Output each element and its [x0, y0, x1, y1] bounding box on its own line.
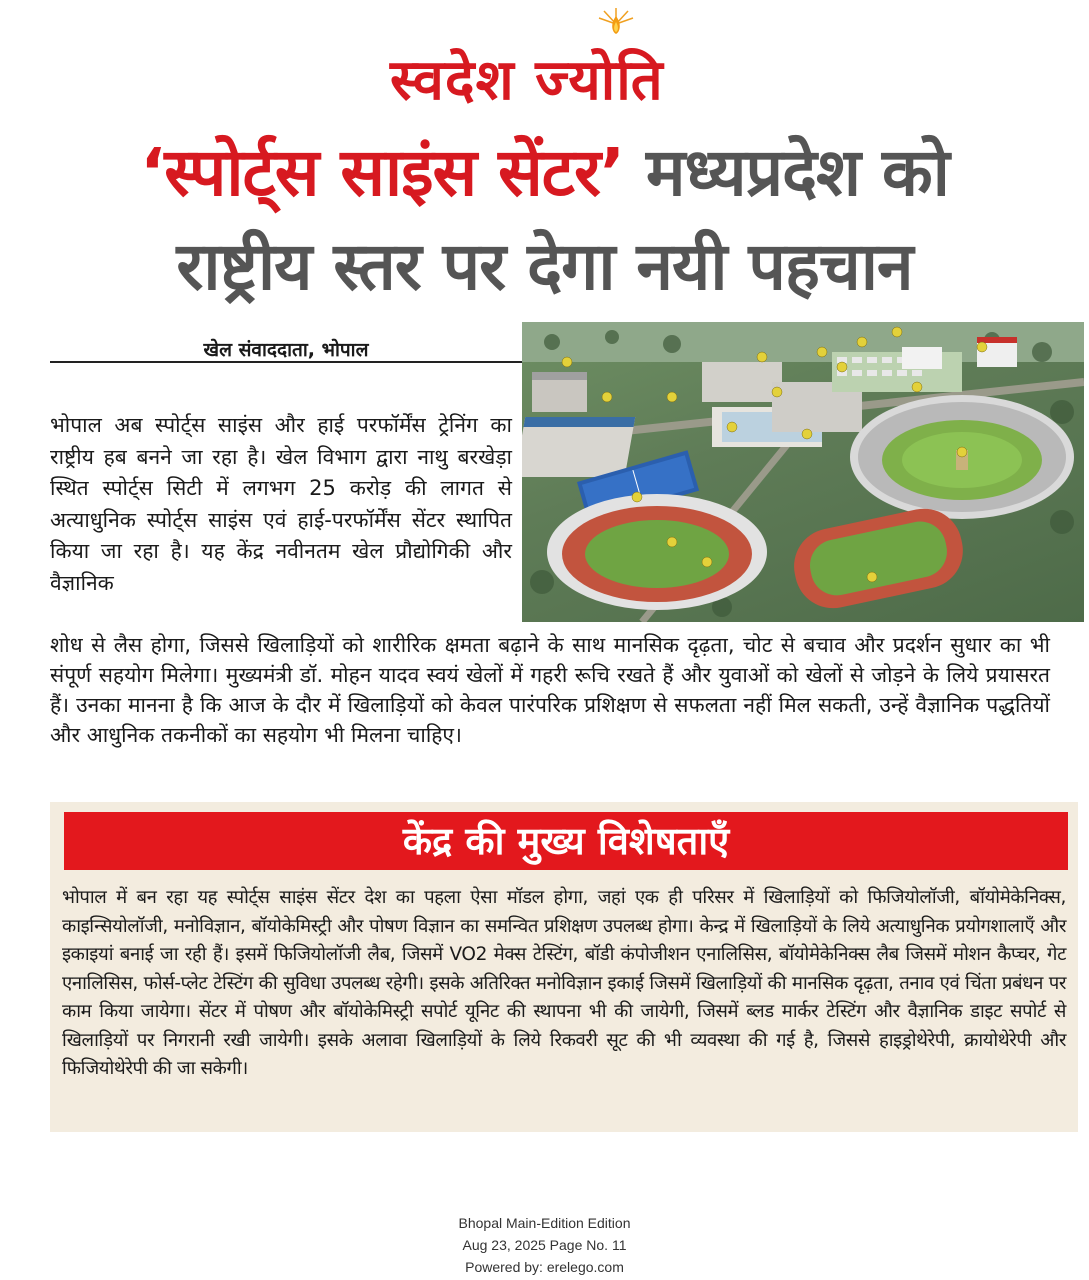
sports-city-rendering-image: [522, 322, 1084, 622]
date-page-label: Aug 23, 2025 Page No. 11: [462, 1237, 627, 1253]
newspaper-logo: स्वदेश ज्योति: [390, 47, 664, 113]
features-heading: केंद्र की मुख्य विशेषताएँ: [64, 812, 1068, 870]
masthead: [0, 0, 1089, 118]
byline-divider: [50, 361, 522, 363]
edition-label: Bhopal Main-Edition Edition: [458, 1215, 631, 1231]
features-text: भोपाल में बन रहा यह स्पोर्ट्स साइंस सेंटर देश का पहला ऐसा मॉडल होगा, जहां एक ही परिसर में खिलाड़ियों को फिजियोलॉजी, बॉयोमेकेनिक्स, काइन्सियोलॉजी, मनोविज्ञान, बॉयोकेमिस्ट्री और पोषण विज्ञान का समन्वित प्रशिक्षण उपलब्ध होगा। केन्द्र में खिलाड़ियों के लिये अत्याधुनिक प्रयोगशालाएँ और इकाइयां बनाई जा रही हैं। इसमें फिजियोलॉजी लैब, जिसमें VO2 मेक्स टेस्टिंग, बॉडी कंपोजीशन एनालिसिस, बॉयोमेकेनिक्स लैब जिसमें मोशन कैप्चर, गेट एनालिसिस, फोर्स-प्लेट टेस्टिंग की सुविधा उपलब्ध रहेगी। इसके अतिरिक्त मनोविज्ञान इकाई जिसमें खिलाड़ियों की मानसिक दृढ़ता, तनाव एवं चिंता प्रबंधन पर काम किया जायेगा। सेंटर में पोषण और बॉयोकेमिस्ट्री सपोर्ट यूनिट की स्थापना भी की जायेगी, जिसमें ब्लड मार्कर टेस्टिंग और वैज्ञानिक डाइट सपोर्ट से खिलाड़ियों पर निगरानी रखी जायेगी। इसके अलावा खिलाड़ियों के लिये रिकवरी सूट की भी व्यवस्था की गई है, जिससे हाइड्रोथेरेपी, क्रायोथेरेपी और फिजियोथेरेपी की जा सकेगी।: [62, 887, 1066, 1079]
stadium-rendering-illustration: [522, 322, 1084, 622]
article-intro: भोपाल अब स्पोर्ट्स साइंस और हाई परफॉर्मेंस ट्रेनिंग का राष्ट्रीय हब बनने जा रहा है। खेल विभाग द्वारा नाथु बरखेड़ा स्थित स्पोर्ट्स सिटी में लगभग 25 करोड़ की लागत से अत्याधुनिक स्पोर्ट्स साइंस एवं हाई-परफॉर्मेंस सेंटर स्थापित किया जा रहा है। यह केंद्र नवीनतम खेल प्रौद्योगिकी और वैज्ञानिक: [50, 413, 512, 595]
article-body: शोध से लैस होगा, जिससे खिलाड़ियों को शारीरिक क्षमता बढ़ाने के साथ मानसिक दृढ़ता, चोट से बचाव और प्रदर्शन सुधार का भी संपूर्ण सहयोग मिलेगा। मुख्यमंत्री डॉ. मोहन यादव स्वयं खेलों में गहरी रूचि रखते हैं और युवाओं को खेलों से जोड़ने के लिये प्रयासरत हैं। उनका मानना है कि आज के दौर में खिलाड़ियों को केवल पारंपरिक प्रशिक्षण से सफलता नहीं मिल सकती, उन्हें वैज्ञानिक पद्धतियों और आधुनिक तकनीकों का सहयोग भी मिलना चाहिए।: [50, 633, 1050, 747]
byline: खेल संवाददाता, भोपाल: [203, 339, 369, 361]
powered-by-label: Powered by: erelego.com: [465, 1259, 624, 1275]
headline-quoted: ‘स्पोर्ट्स साइंस सेंटर’: [140, 134, 625, 211]
headline-line-2: राष्ट्रीय स्तर पर देगा नयी पहचान: [176, 228, 913, 305]
page-footer: [0, 1212, 1089, 1278]
lamp-flame-icon: [596, 6, 636, 42]
headline-line-1: [0, 128, 1089, 218]
features-box: [50, 802, 1078, 1132]
headline-line1-rest: मध्यप्रदेश को: [646, 134, 949, 211]
